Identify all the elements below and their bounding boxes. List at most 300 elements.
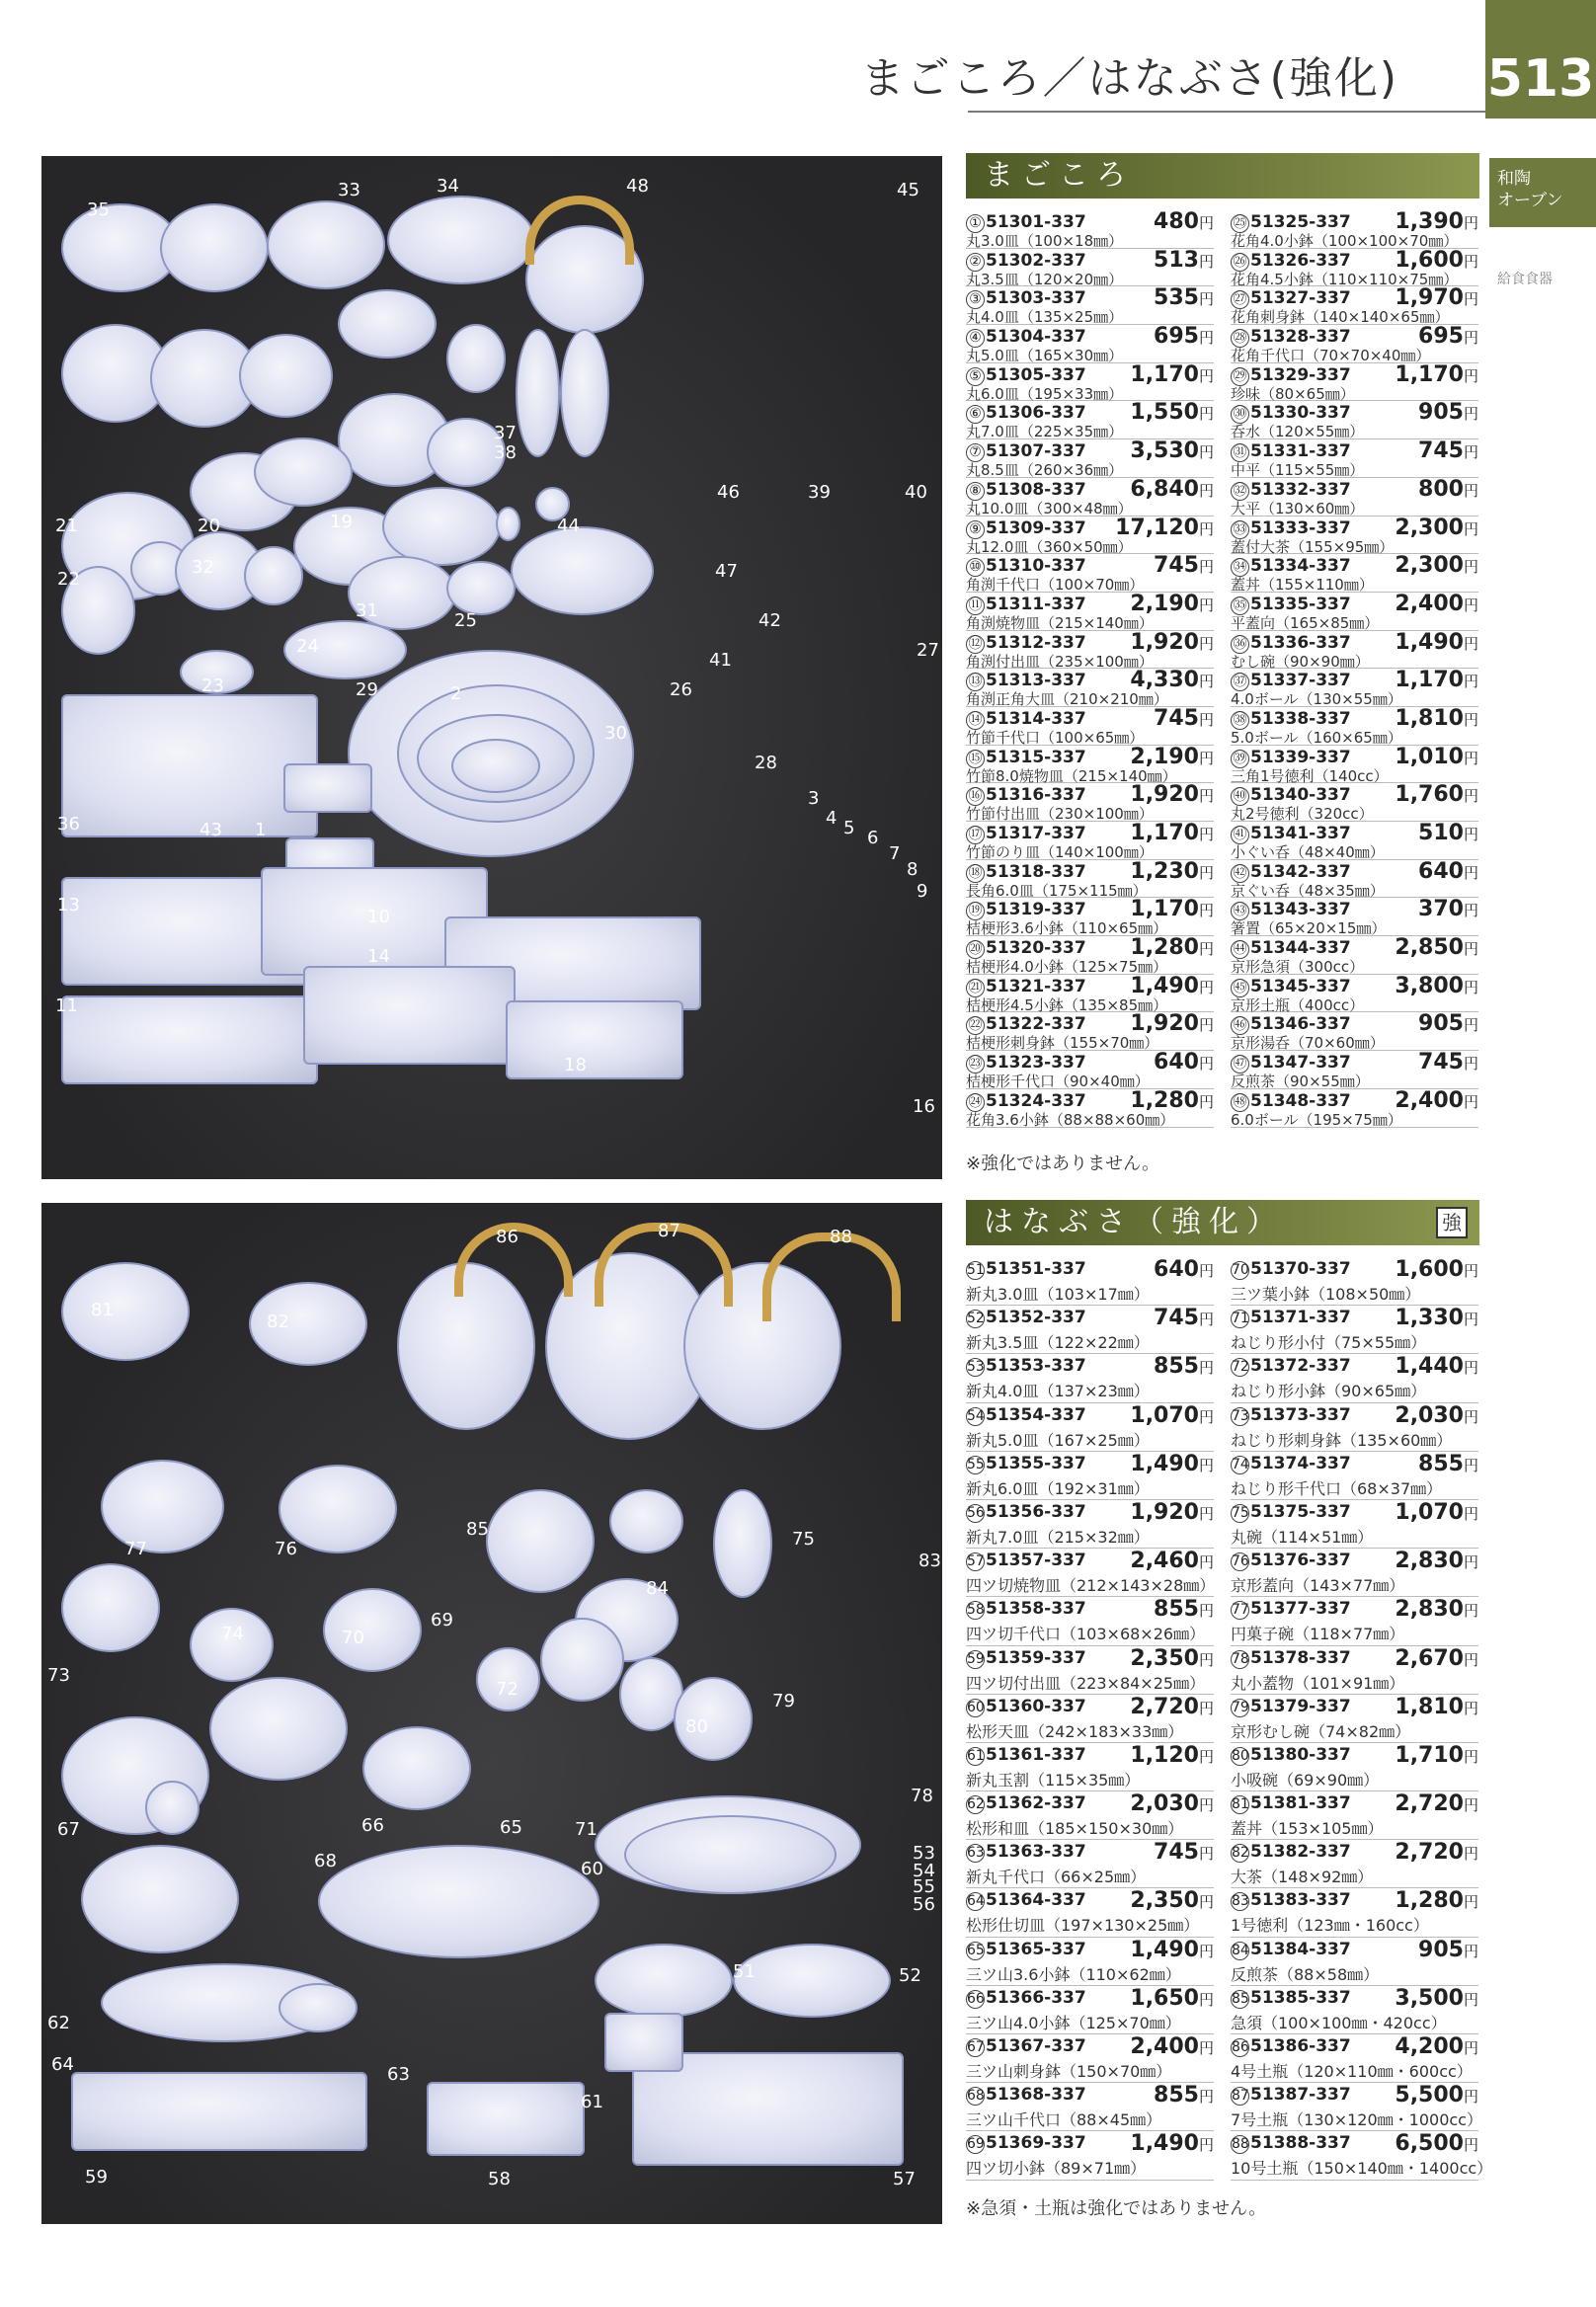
photo-item-label: 64 xyxy=(51,2054,74,2075)
yen-unit: 円 xyxy=(1198,749,1214,767)
price-value: 6,840 xyxy=(1130,476,1199,502)
product-row xyxy=(1231,554,1478,593)
code-text: 51343-337 xyxy=(1250,900,1351,920)
product-description: 三ツ山4.0小鉢（125×70㎜） xyxy=(966,2013,1181,2032)
product-row xyxy=(966,975,1214,1013)
product-price xyxy=(1395,553,1478,578)
yen-unit: 円 xyxy=(1463,1092,1478,1111)
code-text: 51376-337 xyxy=(1250,1551,1351,1571)
product-row xyxy=(966,363,1214,402)
photo-item-label: 57 xyxy=(893,2169,916,2189)
product-price xyxy=(1395,1791,1478,1816)
product-description: 丸6.0皿（195×33㎜） xyxy=(966,384,1124,403)
item-number: ㉕ xyxy=(1231,214,1249,233)
code-text: 51361-337 xyxy=(986,1744,1086,1765)
code-text: 51323-337 xyxy=(986,1053,1086,1074)
yen-unit: 円 xyxy=(1463,673,1478,691)
product-code xyxy=(1231,1502,1351,1523)
product-row xyxy=(1231,898,1478,936)
product-price xyxy=(1418,897,1478,921)
yen-unit: 円 xyxy=(1463,902,1478,920)
product-description: 新丸5.0皿（167×25㎜） xyxy=(966,1430,1150,1450)
price-value: 855 xyxy=(1418,1451,1464,1476)
item-number: ⑩ xyxy=(966,558,985,577)
code-text: 51338-337 xyxy=(1250,708,1351,729)
price-value: 745 xyxy=(1418,438,1464,464)
price-value: 2,830 xyxy=(1395,1549,1464,1574)
product-description: 大茶（148×92㎜） xyxy=(1231,1868,1374,1887)
product-description: 桔梗形4.5小鉢（135×85㎜） xyxy=(966,995,1168,1014)
yen-unit: 円 xyxy=(1463,1359,1478,1378)
code-text: 51319-337 xyxy=(986,900,1086,920)
yen-unit: 円 xyxy=(1463,749,1478,767)
product-row xyxy=(966,2083,1214,2131)
item-number: ㉖ xyxy=(1231,253,1249,272)
product-price xyxy=(1154,706,1214,731)
item-number: ㉓ xyxy=(966,1055,985,1074)
side-label-category: 給食食器 xyxy=(1497,272,1553,287)
product-code xyxy=(966,1890,1086,1911)
product-description: 花角3.6小鉢（88×88×60㎜） xyxy=(966,1110,1175,1129)
product-description: 四ツ切千代口（103×68×26㎜） xyxy=(966,1625,1206,1644)
item-number: ③ xyxy=(966,290,985,309)
product-description: 花角4.5小鉢（110×110×75㎜） xyxy=(1231,270,1459,288)
photo-item-label: 1 xyxy=(255,820,267,840)
product-price xyxy=(1395,1695,1478,1719)
product-description: 反煎茶（88×58㎜） xyxy=(1231,1964,1380,1984)
item-number: ⑳ xyxy=(966,940,985,959)
price-value: 2,350 xyxy=(1130,1888,1199,1914)
product-description: 四ツ切付出皿（223×84×25㎜） xyxy=(966,1673,1206,1693)
item-number: ㉛ xyxy=(1231,443,1249,462)
section-header-hanabusa xyxy=(966,1200,1479,1245)
product-row xyxy=(1231,1500,1478,1549)
photo-item-label: 36 xyxy=(57,814,80,835)
product-description: 小吸碗（69×90㎜） xyxy=(1231,1770,1380,1790)
code-text: 51383-337 xyxy=(1250,1890,1351,1911)
product-price xyxy=(1130,1986,1214,2011)
product-description: 急須（100×100㎜・420cc） xyxy=(1231,2013,1447,2032)
code-text: 51324-337 xyxy=(986,1090,1086,1111)
price-value: 855 xyxy=(1154,1354,1199,1380)
product-row xyxy=(1231,478,1478,517)
product-description: 京形むし碗（74×82㎜） xyxy=(1231,1721,1411,1741)
yen-unit: 円 xyxy=(1463,596,1478,614)
item-number: ㊷ xyxy=(1231,864,1249,883)
code-text: 51309-337 xyxy=(986,517,1086,538)
yen-unit: 円 xyxy=(1198,252,1214,271)
photo-item-label: 86 xyxy=(496,1227,519,1247)
product-description: ねじり形千代口（68×37㎜） xyxy=(1231,1478,1443,1498)
tableware-item xyxy=(609,1489,683,1553)
product-price xyxy=(1418,477,1478,502)
photo-item-label: 60 xyxy=(581,1859,603,1879)
photo-item-label: 9 xyxy=(917,881,928,902)
yen-unit: 円 xyxy=(1463,1504,1478,1523)
photo-item-label: 16 xyxy=(913,1096,935,1117)
product-code xyxy=(966,1599,1086,1620)
product-description: 竹節千代口（100×65㎜） xyxy=(966,728,1145,747)
product-code xyxy=(966,1405,1086,1426)
product-price xyxy=(1418,1011,1478,1036)
product-price xyxy=(1395,2131,1478,2156)
product-row xyxy=(966,1888,1214,1937)
item-number: 84 xyxy=(1232,1942,1249,1958)
tableware-item xyxy=(382,487,501,566)
product-description: 竹節のり皿（140×100㎜） xyxy=(966,843,1154,861)
product-row xyxy=(966,593,1214,631)
yen-unit: 円 xyxy=(1198,1262,1214,1280)
header-rule xyxy=(968,111,1485,113)
code-text: 51313-337 xyxy=(986,671,1086,691)
product-price xyxy=(1130,1888,1214,1913)
product-row xyxy=(966,210,1214,249)
photo-item-label: 59 xyxy=(85,2167,108,2188)
product-price xyxy=(1154,1257,1214,1282)
tableware-item xyxy=(190,1608,274,1682)
product-price xyxy=(1130,1743,1214,1768)
product-row xyxy=(1231,1306,1478,1354)
item-number: ⑱ xyxy=(966,864,985,883)
product-code xyxy=(966,2085,1086,2106)
price-value: 2,720 xyxy=(1130,1694,1199,1719)
price-value: 745 xyxy=(1154,705,1199,731)
yen-unit: 円 xyxy=(1198,214,1214,232)
yen-unit: 円 xyxy=(1198,366,1214,385)
product-row xyxy=(1231,936,1478,975)
product-code xyxy=(1231,1793,1351,1814)
item-number: 66 xyxy=(967,1990,985,2007)
product-row xyxy=(1231,1597,1478,1645)
product-price xyxy=(1418,859,1478,884)
product-row xyxy=(966,1051,1214,1089)
product-price xyxy=(1395,2034,1478,2059)
item-number: ㊲ xyxy=(1231,673,1249,691)
product-price xyxy=(1130,1452,1214,1476)
product-row xyxy=(966,1597,1214,1645)
product-code xyxy=(966,2133,1086,2154)
product-description: 長角6.0皿（175×115㎜） xyxy=(966,881,1148,900)
product-row xyxy=(1231,669,1478,707)
yen-unit: 円 xyxy=(1463,1456,1478,1474)
product-row xyxy=(966,1743,1214,1791)
photo-item-label: 29 xyxy=(356,679,378,700)
yen-unit: 円 xyxy=(1463,519,1478,538)
code-text: 51379-337 xyxy=(1250,1696,1351,1716)
product-code xyxy=(1231,2036,1351,2057)
product-row xyxy=(1231,1840,1478,1888)
photo-item-label: 32 xyxy=(192,557,214,578)
item-number: 62 xyxy=(967,1796,985,1813)
product-price xyxy=(1154,1354,1214,1379)
yen-unit: 円 xyxy=(1463,558,1478,577)
yen-unit: 円 xyxy=(1198,1893,1214,1912)
page-title: まごころ／はなぶさ(強化) xyxy=(860,53,1398,104)
product-row xyxy=(1231,631,1478,670)
product-row xyxy=(966,517,1214,555)
product-price xyxy=(1418,1050,1478,1074)
product-description: 桔梗形刺身鉢（155×70㎜） xyxy=(966,1034,1159,1053)
item-number: ㉑ xyxy=(966,979,985,997)
product-price xyxy=(1395,782,1478,807)
page-number: 513 xyxy=(1485,0,1596,119)
price-value: 6,500 xyxy=(1395,2131,1464,2157)
yen-unit: 円 xyxy=(1198,1990,1214,2009)
yen-unit: 円 xyxy=(1198,1055,1214,1074)
photo-item-label: 74 xyxy=(221,1624,244,1644)
product-code xyxy=(966,1793,1086,1814)
section-header-magokoro xyxy=(966,153,1479,199)
yen-unit: 円 xyxy=(1463,1016,1478,1035)
yen-unit: 円 xyxy=(1463,978,1478,996)
product-description: 角渕千代口（100×70㎜） xyxy=(966,576,1145,595)
price-value: 1,600 xyxy=(1395,247,1464,273)
product-price xyxy=(1395,1549,1478,1573)
code-text: 51359-337 xyxy=(986,1647,1086,1668)
product-code xyxy=(966,1259,1086,1280)
tableware-item xyxy=(511,526,654,615)
item-number: ㊸ xyxy=(1231,902,1249,920)
item-number: 78 xyxy=(1232,1650,1249,1667)
product-row xyxy=(966,936,1214,975)
item-number: 77 xyxy=(1232,1602,1249,1619)
photo-item-label: 26 xyxy=(670,679,692,700)
side-tab-label: 和陶 オーブン xyxy=(1497,169,1563,210)
price-value: 2,400 xyxy=(1130,2034,1199,2059)
product-description: 松形仕切皿（197×130×25㎜） xyxy=(966,1916,1200,1936)
item-number: 51 xyxy=(967,1262,985,1278)
price-value: 2,350 xyxy=(1130,1645,1199,1671)
tableware-item xyxy=(427,2082,585,2156)
yen-unit: 円 xyxy=(1463,443,1478,462)
price-value: 1,070 xyxy=(1395,1499,1464,1525)
yen-unit: 円 xyxy=(1198,596,1214,614)
product-row xyxy=(966,2034,1214,2083)
yen-unit: 円 xyxy=(1198,405,1214,424)
code-text: 51320-337 xyxy=(986,938,1086,959)
product-row xyxy=(966,1354,1214,1402)
item-number: ⑪ xyxy=(966,597,985,615)
photo-item-label: 84 xyxy=(646,1578,669,1599)
product-row xyxy=(966,1500,1214,1549)
code-text: 51352-337 xyxy=(986,1308,1086,1328)
code-text: 51327-337 xyxy=(1250,288,1351,309)
yen-unit: 円 xyxy=(1463,252,1478,271)
product-price xyxy=(1154,324,1214,349)
product-row xyxy=(966,1257,1214,1306)
product-price xyxy=(1395,1888,1478,1913)
product-description: 7号土瓶（130×120㎜・1000cc） xyxy=(1231,2110,1482,2130)
price-value: 640 xyxy=(1154,1050,1199,1075)
code-text: 51370-337 xyxy=(1250,1259,1351,1279)
product-description: 三ツ山3.6小鉢（110×62㎜） xyxy=(966,1964,1181,1984)
product-description: 京形土瓶（400cc） xyxy=(1231,995,1365,1014)
photo-item-label: 71 xyxy=(575,1819,598,1840)
product-price xyxy=(1130,1500,1214,1525)
product-description: むし碗（90×90㎜） xyxy=(1231,652,1370,671)
item-number: 68 xyxy=(967,2088,985,2105)
product-price xyxy=(1418,438,1478,463)
product-description: 松形天皿（242×183×33㎜） xyxy=(966,1721,1184,1741)
product-code xyxy=(1231,2133,1351,2154)
photo-item-label: 33 xyxy=(338,180,360,200)
price-value: 1,280 xyxy=(1130,1087,1199,1113)
product-code xyxy=(1231,1356,1351,1377)
code-text: 51384-337 xyxy=(1250,1939,1351,1959)
product-price xyxy=(1395,1088,1478,1113)
product-description: 松形和皿（185×150×30㎜） xyxy=(966,1819,1184,1839)
product-description: 三ツ山千代口（88×45㎜） xyxy=(966,2110,1162,2130)
product-row xyxy=(1231,746,1478,784)
product-row xyxy=(1231,1938,1478,1986)
product-price xyxy=(1130,2131,1214,2156)
yen-unit: 円 xyxy=(1463,826,1478,843)
item-number: ㉒ xyxy=(966,1016,985,1035)
tableware-item xyxy=(239,334,333,418)
tableware-item xyxy=(338,289,437,358)
tableware-item xyxy=(516,329,560,457)
item-number: ㊱ xyxy=(1231,635,1249,654)
price-value: 535 xyxy=(1154,285,1199,311)
price-value: 2,850 xyxy=(1395,935,1464,961)
photo-item-label: 66 xyxy=(361,1815,384,1836)
product-price xyxy=(1130,477,1214,502)
tableware-item xyxy=(323,1588,422,1672)
product-price xyxy=(1395,1500,1478,1525)
price-value: 855 xyxy=(1154,2083,1199,2108)
photo-item-label: 11 xyxy=(55,995,78,1016)
product-description: 新丸7.0皿（215×32㎜） xyxy=(966,1527,1150,1547)
price-list-magokoro-left xyxy=(966,210,1214,1128)
product-row xyxy=(1231,1012,1478,1051)
price-value: 2,830 xyxy=(1395,1597,1464,1623)
yen-unit: 円 xyxy=(1198,2039,1214,2057)
product-code xyxy=(1231,1599,1351,1620)
yen-unit: 円 xyxy=(1463,1893,1478,1912)
item-number: ㉝ xyxy=(1231,520,1249,539)
price-value: 1,170 xyxy=(1130,821,1199,845)
product-row xyxy=(966,1840,1214,1888)
code-text: 51310-337 xyxy=(986,556,1086,577)
photo-item-label: 82 xyxy=(267,1312,289,1332)
code-text: 51387-337 xyxy=(1250,2085,1351,2106)
code-text: 51386-337 xyxy=(1250,2036,1351,2056)
product-price xyxy=(1154,2083,1214,2108)
price-value: 370 xyxy=(1418,897,1464,922)
item-number: ⑲ xyxy=(966,902,985,920)
photo-item-label: 56 xyxy=(913,1894,935,1915)
yen-unit: 円 xyxy=(1198,481,1214,500)
product-code xyxy=(966,1308,1086,1328)
product-code xyxy=(966,2036,1086,2057)
code-text: 51388-337 xyxy=(1250,2133,1351,2154)
item-number: ㉙ xyxy=(1231,367,1249,386)
product-description: 新丸千代口（66×25㎜） xyxy=(966,1868,1147,1887)
photo-item-label: 87 xyxy=(658,1221,680,1241)
tableware-item xyxy=(61,1563,160,1652)
photo-item-label: 2 xyxy=(450,683,462,704)
photo-item-label: 68 xyxy=(314,1851,337,1871)
tableware-item xyxy=(540,1618,624,1702)
item-number: ㉜ xyxy=(1231,482,1249,501)
product-price xyxy=(1395,668,1478,692)
section-title: まごころ xyxy=(984,158,1134,193)
product-code xyxy=(966,1988,1086,2009)
product-description: 円菓子碗（118×77㎜） xyxy=(1231,1625,1405,1644)
product-row xyxy=(1231,1354,1478,1402)
yen-unit: 円 xyxy=(1463,481,1478,500)
product-row xyxy=(1231,1791,1478,1840)
yen-unit: 円 xyxy=(1198,940,1214,959)
tableware-item xyxy=(733,1944,891,2018)
price-value: 745 xyxy=(1154,553,1199,579)
product-price xyxy=(1395,745,1478,769)
product-row xyxy=(966,1089,1214,1128)
code-text: 51369-337 xyxy=(986,2133,1086,2154)
product-description: 桔梗形3.6小鉢（110×65㎜） xyxy=(966,919,1168,938)
yen-unit: 円 xyxy=(1463,1942,1478,1960)
yen-unit: 円 xyxy=(1198,1796,1214,1815)
product-row xyxy=(966,669,1214,707)
product-description: 竹節付出皿（230×100㎜） xyxy=(966,805,1154,824)
item-number: ⑥ xyxy=(966,405,985,424)
code-text: 51306-337 xyxy=(986,403,1086,424)
product-code xyxy=(966,1502,1086,1523)
side-tab-category[interactable] xyxy=(1489,158,1596,227)
product-price xyxy=(1130,400,1214,425)
code-text: 51347-337 xyxy=(1250,1053,1351,1074)
item-number: 80 xyxy=(1232,1747,1249,1764)
product-row xyxy=(966,325,1214,363)
product-price xyxy=(1154,248,1214,273)
code-text: 51360-337 xyxy=(986,1696,1086,1716)
note-hanabusa: ※急須・土瓶は強化ではありません。 xyxy=(966,2198,1267,2219)
product-price xyxy=(1395,1257,1478,1282)
yen-unit: 円 xyxy=(1463,1796,1478,1815)
price-value: 480 xyxy=(1154,209,1199,234)
photo-item-label: 70 xyxy=(342,1628,364,1648)
photo-item-label: 7 xyxy=(889,843,901,864)
item-number: 59 xyxy=(967,1650,985,1667)
tableware-item xyxy=(267,200,385,289)
tableware-item xyxy=(506,1000,683,1079)
tableware-item xyxy=(560,329,609,457)
code-text: 51348-337 xyxy=(1250,1090,1351,1111)
code-text: 51339-337 xyxy=(1250,747,1351,767)
yen-unit: 円 xyxy=(1198,673,1214,691)
photo-item-label: 31 xyxy=(356,600,378,621)
price-value: 1,920 xyxy=(1130,1499,1199,1525)
code-text: 51362-337 xyxy=(986,1793,1086,1814)
product-row xyxy=(1231,1646,1478,1695)
code-text: 51356-337 xyxy=(986,1501,1086,1522)
photo-item-label: 72 xyxy=(496,1679,519,1700)
price-value: 3,500 xyxy=(1395,1985,1464,2011)
product-description: 花角4.0小鉢（100×100×70㎜） xyxy=(1231,232,1459,250)
product-row xyxy=(1231,286,1478,325)
product-row xyxy=(966,478,1214,517)
photo-item-label: 3 xyxy=(808,788,820,809)
product-code xyxy=(1231,1890,1351,1911)
yen-unit: 円 xyxy=(1198,902,1214,920)
price-value: 2,460 xyxy=(1130,1549,1199,1574)
product-row xyxy=(966,1403,1214,1452)
product-description: 箸置（65×20×15㎜） xyxy=(1231,919,1387,938)
tableware-item xyxy=(318,1845,599,1958)
yen-unit: 円 xyxy=(1463,1262,1478,1280)
product-row xyxy=(1231,1452,1478,1500)
product-row xyxy=(1231,783,1478,822)
